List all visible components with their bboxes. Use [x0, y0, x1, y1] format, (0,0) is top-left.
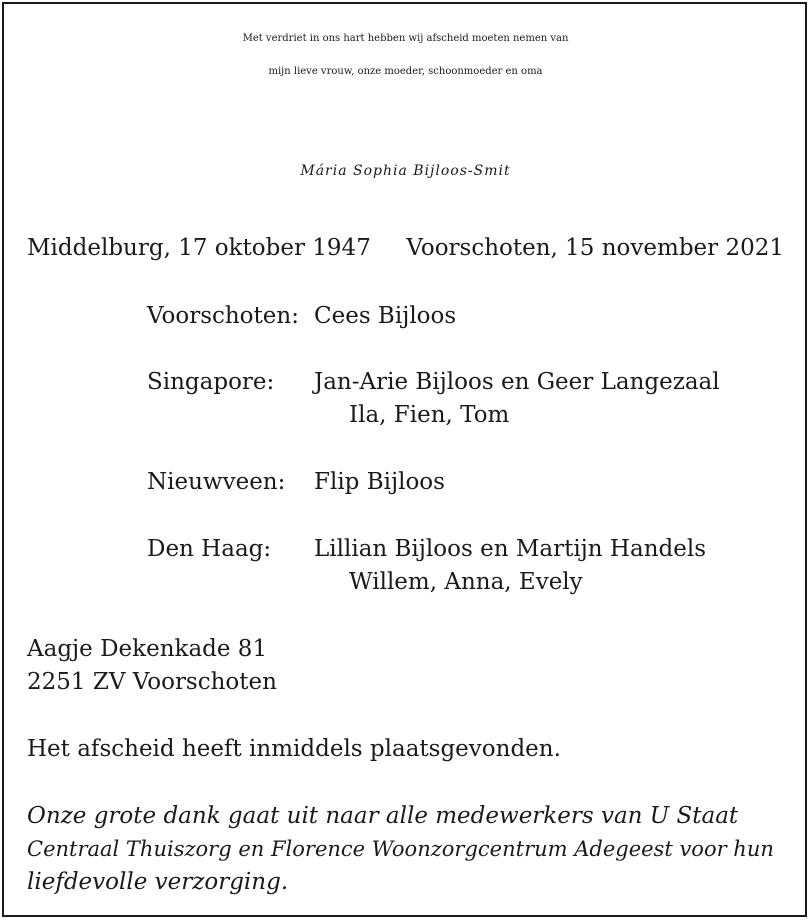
address-street: Aagje Dekenkade 81 — [27, 636, 268, 662]
family-place: Singapore: — [147, 369, 275, 395]
family-names: Jan-Arie Bijloos en Geer Langezaal — [314, 369, 720, 395]
family-place: Den Haag: — [147, 536, 272, 562]
family-names: Lillian Bijloos en Martijn Handels — [314, 536, 707, 562]
family-grandchildren: Ila, Fien, Tom — [349, 402, 510, 428]
thanks-line-3: liefdevolle verzorging. — [27, 869, 289, 895]
thanks-line-2: Centraal Thuiszorg en Florence Woonzorgcentrum Adegeest voor hun — [27, 837, 774, 861]
deceased-name: Mária Sophia Bijloos-Smit — [300, 163, 511, 179]
family-place: Voorschoten: — [147, 303, 299, 329]
family-place: Nieuwveen: — [147, 469, 286, 495]
address-city: 2251 ZV Voorschoten — [27, 669, 277, 695]
family-grandchildren: Willem, Anna, Evely — [349, 569, 583, 595]
intro-line-2: mijn lieve vrouw, onze moeder, schoonmoeder en oma — [268, 66, 543, 77]
funeral-notice: Het afscheid heeft inmiddels plaatsgevonden. — [27, 736, 561, 762]
intro-line-1: Met verdriet in ons hart hebben wij afscheid moeten nemen van — [242, 33, 569, 44]
family-names: Flip Bijloos — [314, 469, 445, 495]
family-names: Cees Bijloos — [314, 303, 457, 329]
death-place-date: Voorschoten, 15 november 2021 — [406, 235, 784, 261]
birth-place-date: Middelburg, 17 oktober 1947 — [27, 235, 371, 261]
thanks-line-1: Onze grote dank gaat uit naar alle medewerkers van U Staat — [27, 803, 739, 829]
